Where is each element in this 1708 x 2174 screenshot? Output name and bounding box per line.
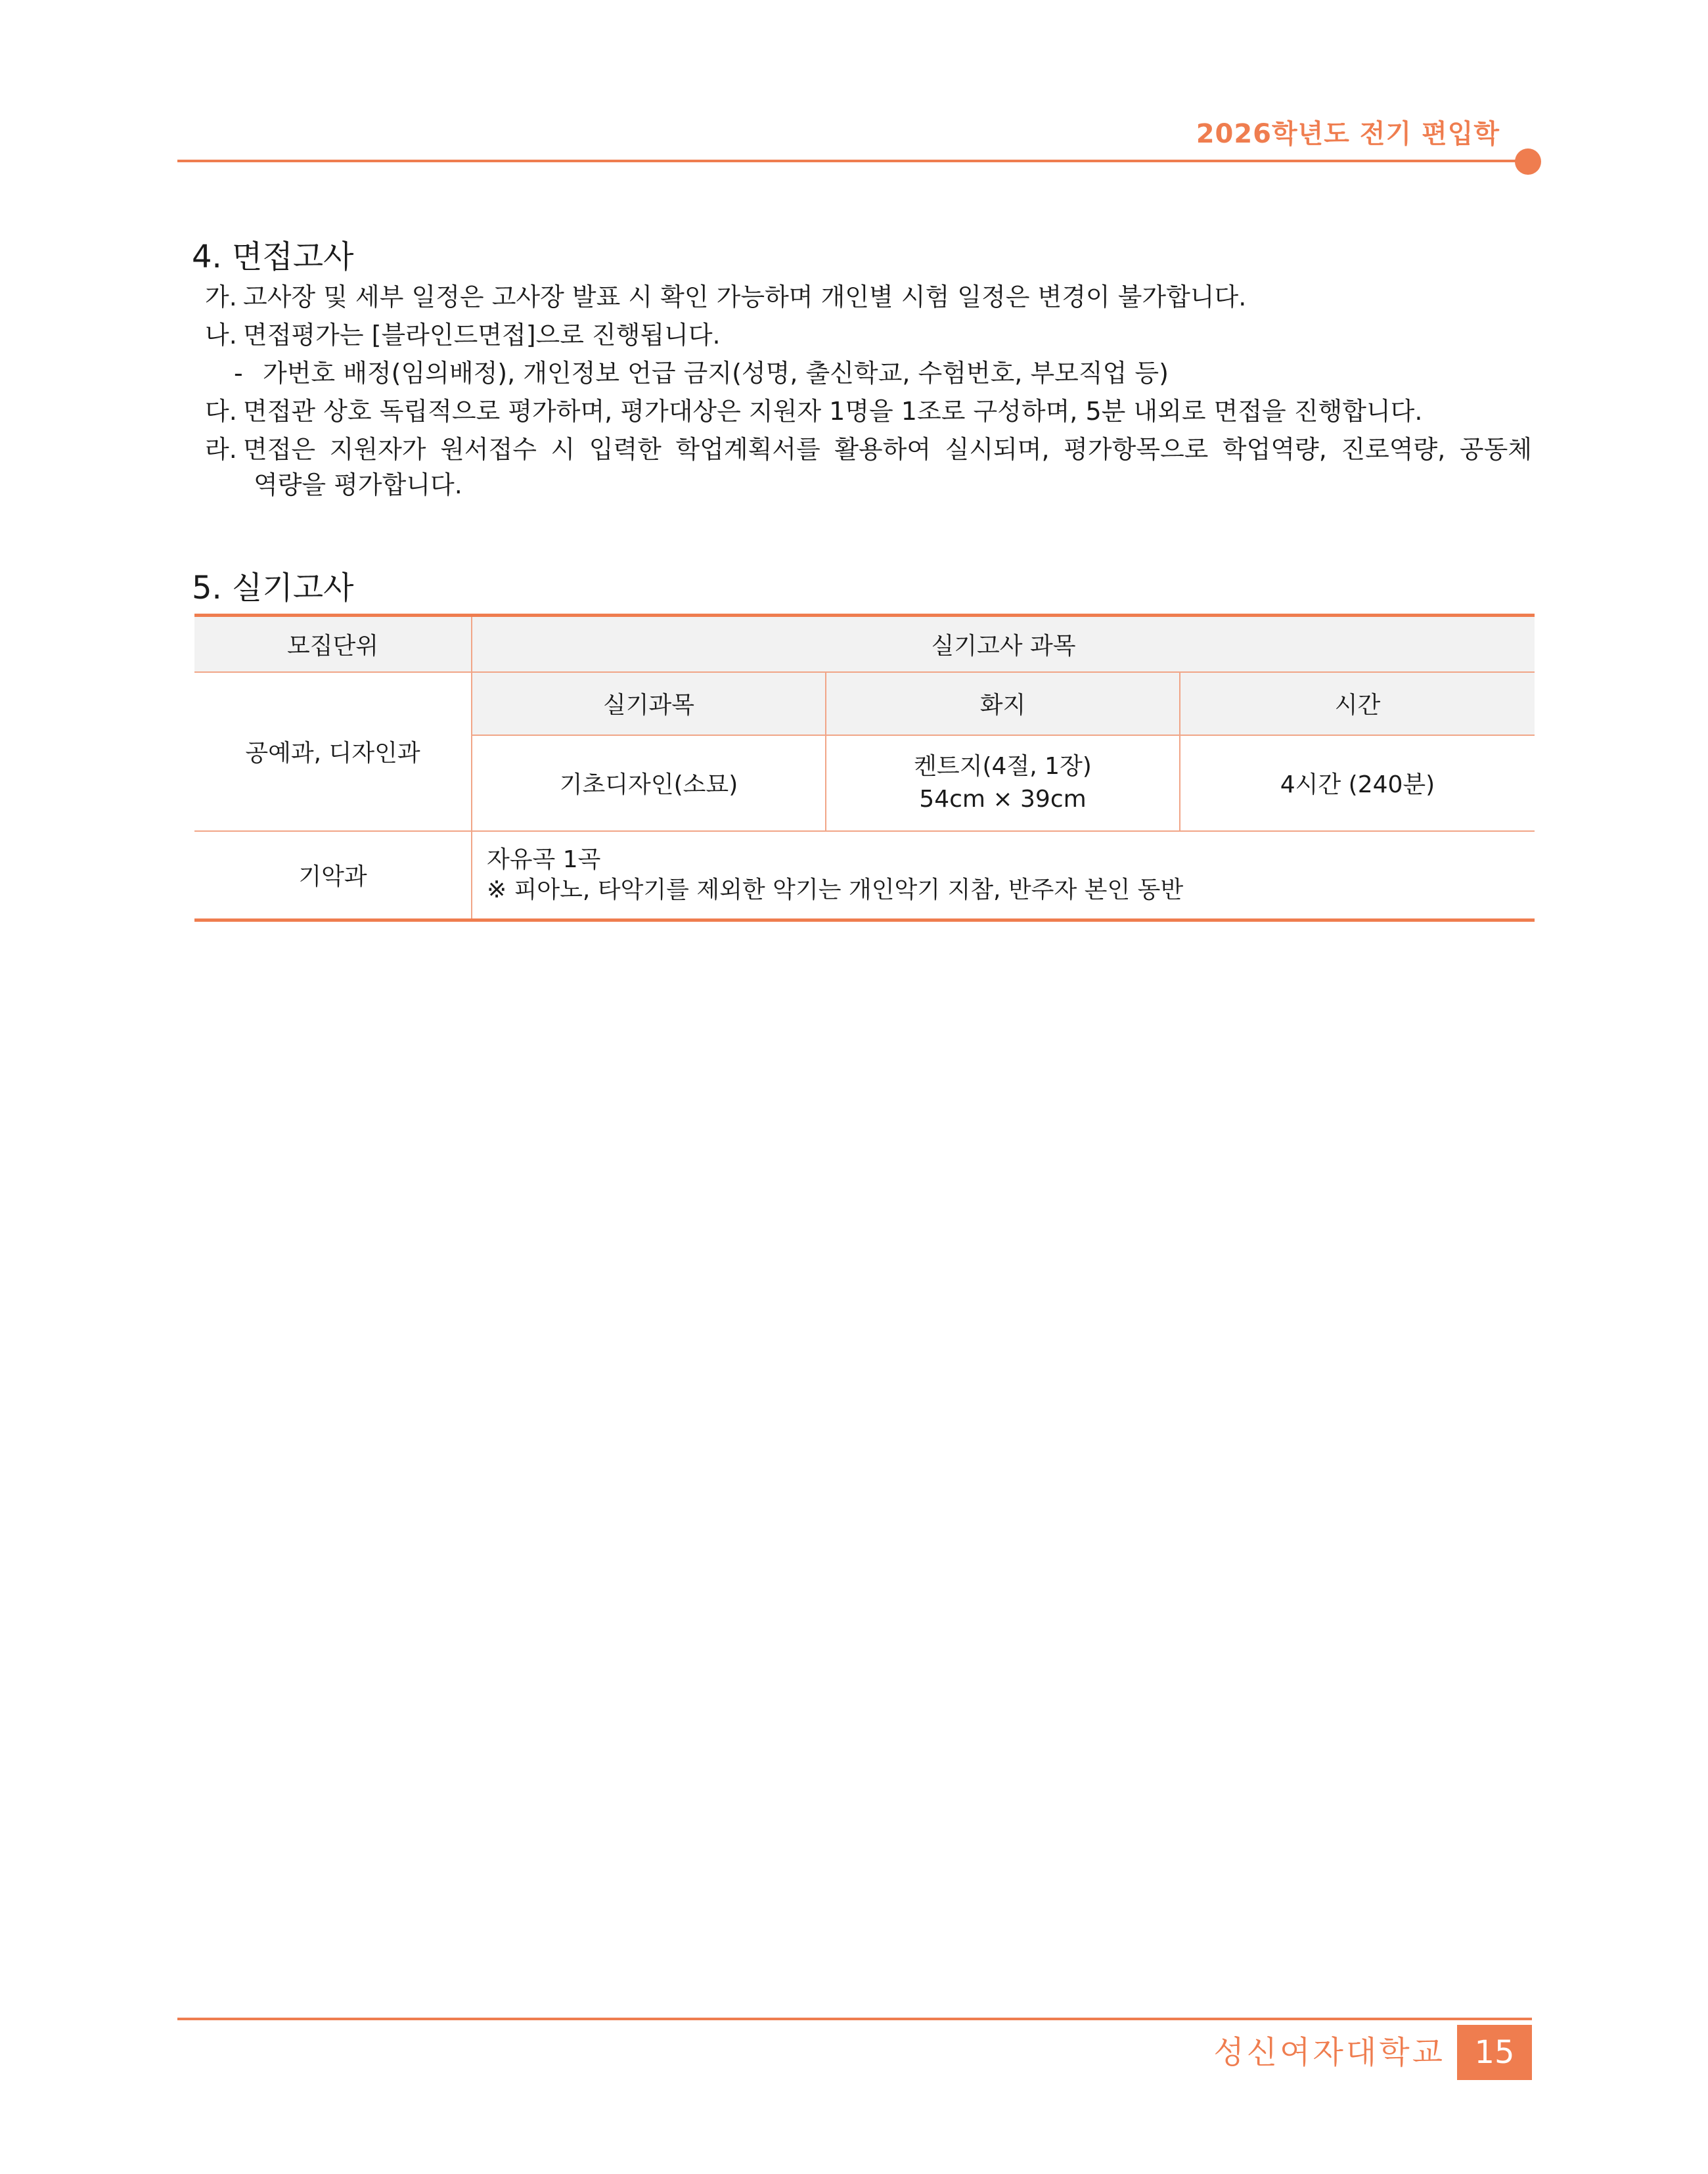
page-number: 15 xyxy=(1457,2025,1532,2080)
header-dot xyxy=(1515,148,1541,175)
item-text: 면접관 상호 독립적으로 평가하며, 평가대상은 지원자 1명을 1조로 구성하며, 5분 내외로 면접을 진행합니다. xyxy=(243,397,1423,426)
item-text: 고사장 및 세부 일정은 고사장 발표 시 확인 가능하며 개인별 시험 일정은 변경이 불가합니다. xyxy=(243,283,1247,311)
item-text: 면접평가는 [블라인드면접]으로 진행됩니다. xyxy=(243,321,721,350)
table-row xyxy=(194,831,1535,920)
table-header-row xyxy=(194,616,1535,672)
item-marker: 가. xyxy=(205,283,237,311)
header-unit: 모집단위 xyxy=(194,616,472,672)
practical-exam-table xyxy=(194,614,1535,922)
subheader-paper: 화지 xyxy=(826,672,1180,735)
item-marker: 라. xyxy=(205,435,237,464)
subheader-subject: 실기과목 xyxy=(472,672,826,735)
paper-line-1: 켄트지(4절, 1장) xyxy=(914,752,1092,780)
header-subjects: 실기고사 과목 xyxy=(472,616,1535,672)
paper-line-2: 54cm × 39cm xyxy=(919,785,1087,813)
footer-divider xyxy=(177,2018,1532,2020)
section-5-title: 5. 실기고사 xyxy=(192,570,354,606)
item-text: 가번호 배정(임의배정), 개인정보 언급 금지(성명, 출신학교, 수험번호, 부모직업 등) xyxy=(263,359,1169,388)
paper-cell xyxy=(826,735,1180,831)
subheader-time: 시간 xyxy=(1180,672,1535,735)
item-marker: 다. xyxy=(205,397,237,426)
header-divider xyxy=(177,160,1531,162)
unit-cell: 기악과 xyxy=(194,831,472,920)
footer-school-name: 성신여자대학교 xyxy=(1213,2034,1445,2071)
table-subheader-row xyxy=(194,672,1535,735)
section-4-item-ra xyxy=(205,431,243,468)
item-marker: 나. xyxy=(205,321,237,350)
subjects-line-1: 자유곡 1곡 xyxy=(487,846,601,873)
subjects-line-2: ※ 피아노, 타악기를 제외한 악기는 개인악기 지참, 반주자 본인 동반 xyxy=(487,876,1184,903)
section-4-item-da xyxy=(205,393,1422,430)
unit-cell: 공예과, 디자인과 xyxy=(194,672,472,831)
time-cell: 4시간 (240분) xyxy=(1180,735,1535,831)
section-4-title: 4. 면접고사 xyxy=(192,238,354,275)
subjects-cell xyxy=(472,831,1535,920)
section-4-item-ga xyxy=(205,279,1246,315)
subject-cell: 기초디자인(소묘) xyxy=(472,735,826,831)
section-4-item-na xyxy=(205,317,721,353)
section-4-item-ra-continuation: 역량을 평가합니다. xyxy=(254,470,462,499)
item-marker: - xyxy=(234,359,243,388)
header-title: 2026학년도 전기 편입학 xyxy=(1196,119,1500,149)
section-4-item-dash xyxy=(234,355,1169,392)
section-4-item-ra-text: 면접은 지원자가 원서접수 시 입력한 학업계획서를 활용하여 실시되며, 평가항목으로 학업역량, 진로역량, 공동체 xyxy=(243,435,1532,464)
